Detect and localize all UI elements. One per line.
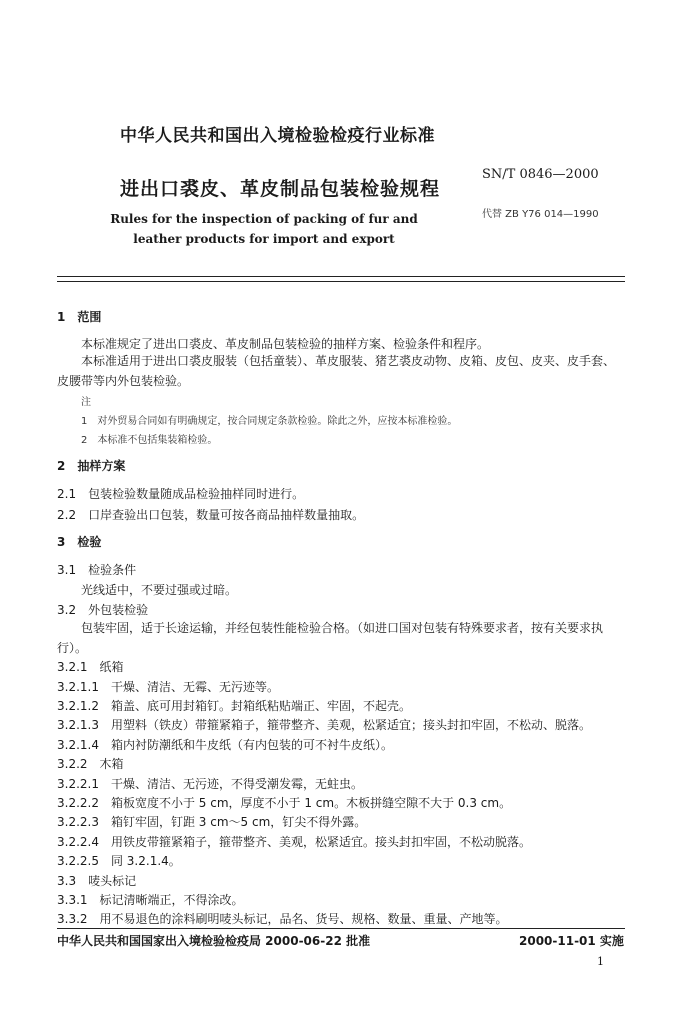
standard-number: SN/T 0846—2000: [482, 167, 599, 182]
standard-body-heading: 中华人民共和国出入境检验检疫行业标准: [120, 126, 435, 146]
clause-3-2-2-1: 3.2.2.1 干燥、清洁、无污迹，不得受潮发霉，无蛀虫。: [57, 777, 363, 791]
note-label: 注: [81, 397, 91, 408]
clause-3-2-1-2: 3.2.1.2 箱盖、底可用封箱钉。封箱纸粘贴端正、牢固，不起壳。: [57, 699, 411, 713]
note-2: 2 本标准不包括集装箱检验。: [81, 435, 218, 446]
clause-3-1: 3.1 检验条件: [57, 563, 137, 577]
implementation-date: 2000-11-01 实施: [519, 934, 624, 948]
clause-3-2-2-5: 3.2.2.5 同 3.2.1.4。: [57, 854, 181, 868]
clause-3-3: 3.3 唛头标记: [57, 874, 137, 888]
clause-3-2-2-2: 3.2.2.2 箱板宽度不小于 5 cm，厚度不小于 1 cm。木板拼缝空隙不大于 0.3 cm。: [57, 796, 512, 810]
clause-3-2-1-1: 3.2.1.1 干燥、清洁、无霉、无污迹等。: [57, 680, 279, 694]
section-1-title: 1 范围: [57, 310, 102, 324]
clause-3-2-1-4: 3.2.1.4 箱内衬防潮纸和牛皮纸（有内包装的可不衬牛皮纸）。: [57, 738, 393, 752]
section-1-paragraph-1: 本标准规定了进出口裘皮、革皮制品包装检验的抽样方案、检验条件和程序。: [81, 337, 490, 351]
clause-3-2: 3.2 外包装检验: [57, 603, 149, 617]
clause-2-2: 2.2 口岸查验出口包装，数量可按各商品抽样数量抽取。: [57, 508, 365, 522]
clause-3-1-text: 光线适中，不要过强或过暗。: [81, 583, 238, 597]
approval-line: 中华人民共和国国家出入境检验检疫局 2000-06-22 批准: [57, 934, 371, 948]
clause-3-2-1-3: 3.2.1.3 用塑料（铁皮）带箍紧箱子，箍带整齐、美观，松紧适宜；接头封扣牢固，不松动、脱落。: [57, 718, 591, 732]
document-title-en-line1: Rules for the inspection of packing of fur and: [110, 212, 418, 226]
clause-3-2-2-4: 3.2.2.4 用铁皮带箍紧箱子，箍带整齐、美观，松紧适宜。接头封扣牢固，不松动脱落。: [57, 835, 531, 849]
section-2-title: 2 抽样方案: [57, 459, 126, 473]
clause-3-3-2: 3.3.2 用不易退色的涂料刷明唛头标记，品名、货号、规格、数量、重量、产地等。: [57, 912, 508, 926]
header-divider-top: [57, 276, 625, 277]
note-1: 1 对外贸易合同如有明确规定，按合同规定条款检验。除此之外，应按本标准检验。: [81, 416, 458, 427]
clause-3-3-1: 3.3.1 标记清晰端正，不得涂改。: [57, 893, 244, 907]
clause-2-1: 2.1 包装检验数量随成品检验抽样同时进行。: [57, 487, 305, 501]
header-divider-bottom: [57, 281, 625, 282]
section-1-paragraph-2: 本标准适用于进出口裘皮服装（包括童装）、革皮服装、猪艺裘皮动物、皮箱、皮包、皮夹、皮手套、皮腰带等内外包装检验。: [57, 354, 616, 388]
clause-3-2-1: 3.2.1 纸箱: [57, 660, 124, 674]
replaces-standard: 代替 ZB Y76 014—1990: [482, 209, 599, 220]
page-number: 1: [597, 955, 604, 968]
document-title-en-line2: leather products for import and export: [133, 232, 395, 246]
document-title-cn: 进出口裘皮、革皮制品包装检验规程: [120, 178, 441, 200]
clause-3-2-text: 包装牢固，适于长途运输，并经包装性能检验合格。（如进口国对包装有特殊要求者，按有关要求执行）。: [57, 621, 604, 655]
section-3-title: 3 检验: [57, 535, 102, 549]
clause-3-2-2-3: 3.2.2.3 箱钉牢固，钉距 3 cm～5 cm，钉尖不得外露。: [57, 815, 367, 829]
clause-3-2-2: 3.2.2 木箱: [57, 757, 124, 771]
footer-divider: [57, 928, 625, 929]
